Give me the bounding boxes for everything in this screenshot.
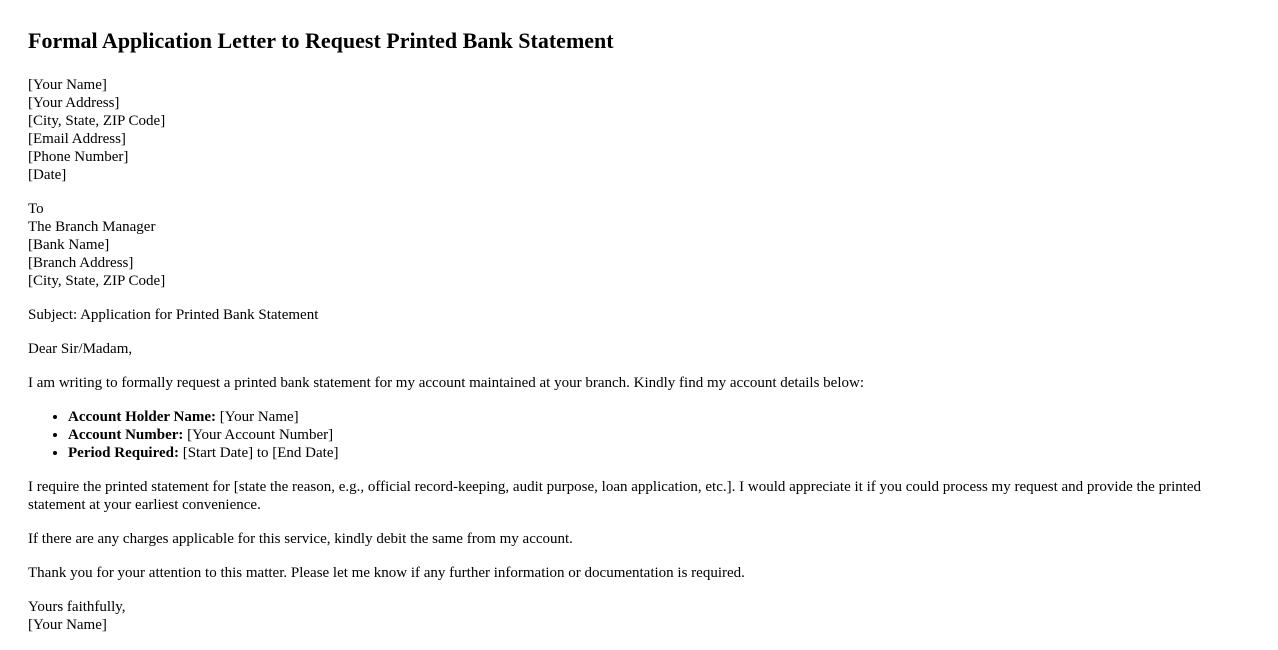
detail-label: Period Required: xyxy=(68,445,179,461)
detail-value: [Your Account Number] xyxy=(183,427,334,443)
recipient-branch-address: [Branch Address] xyxy=(28,255,134,271)
sender-email: [Email Address] xyxy=(28,131,126,147)
closing-block xyxy=(28,598,1250,634)
list-item xyxy=(68,444,1250,462)
sender-name: [Your Name] xyxy=(28,77,107,93)
sender-city-state-zip: [City, State, ZIP Code] xyxy=(28,113,166,129)
recipient-block xyxy=(28,200,1250,290)
closing-phrase: Yours faithfully, xyxy=(28,599,126,615)
reason-paragraph: I require the printed statement for [state the reason, e.g., official record-keeping, audit purpose, loan application, etc.]. I would appreciate it if you could process my request and provide the printed statement at your earliest convenience. xyxy=(28,479,1202,513)
detail-label: Account Number: xyxy=(68,427,184,443)
account-details-list xyxy=(28,408,1250,462)
sender-phone: [Phone Number] xyxy=(28,149,129,165)
letter-date: [Date] xyxy=(28,167,67,183)
page-title: Formal Application Letter to Request Printed Bank Statement xyxy=(28,28,614,53)
list-item xyxy=(68,426,1250,444)
charges-paragraph: If there are any charges applicable for this service, kindly debit the same from my account. xyxy=(28,531,573,547)
recipient-city-state-zip: [City, State, ZIP Code] xyxy=(28,273,166,289)
list-item xyxy=(68,408,1250,426)
recipient-title: The Branch Manager xyxy=(28,219,156,235)
thanks-paragraph: Thank you for your attention to this matter. Please let me know if any further information or documentation is required. xyxy=(28,565,745,581)
subject-line: Subject: Application for Printed Bank Statement xyxy=(28,307,319,323)
intro-paragraph: I am writing to formally request a printed bank statement for my account maintained at your branch. Kindly find my account details below: xyxy=(28,375,865,391)
recipient-bank-name: [Bank Name] xyxy=(28,237,110,253)
sender-address: [Your Address] xyxy=(28,95,120,111)
detail-value: [Your Name] xyxy=(216,409,299,425)
detail-value: [Start Date] to [End Date] xyxy=(178,445,339,461)
detail-label: Account Holder Name: xyxy=(68,409,217,425)
recipient-to: To xyxy=(28,201,44,217)
sender-block xyxy=(28,76,1250,184)
salutation: Dear Sir/Madam, xyxy=(28,341,133,357)
signature-name: [Your Name] xyxy=(28,617,107,633)
